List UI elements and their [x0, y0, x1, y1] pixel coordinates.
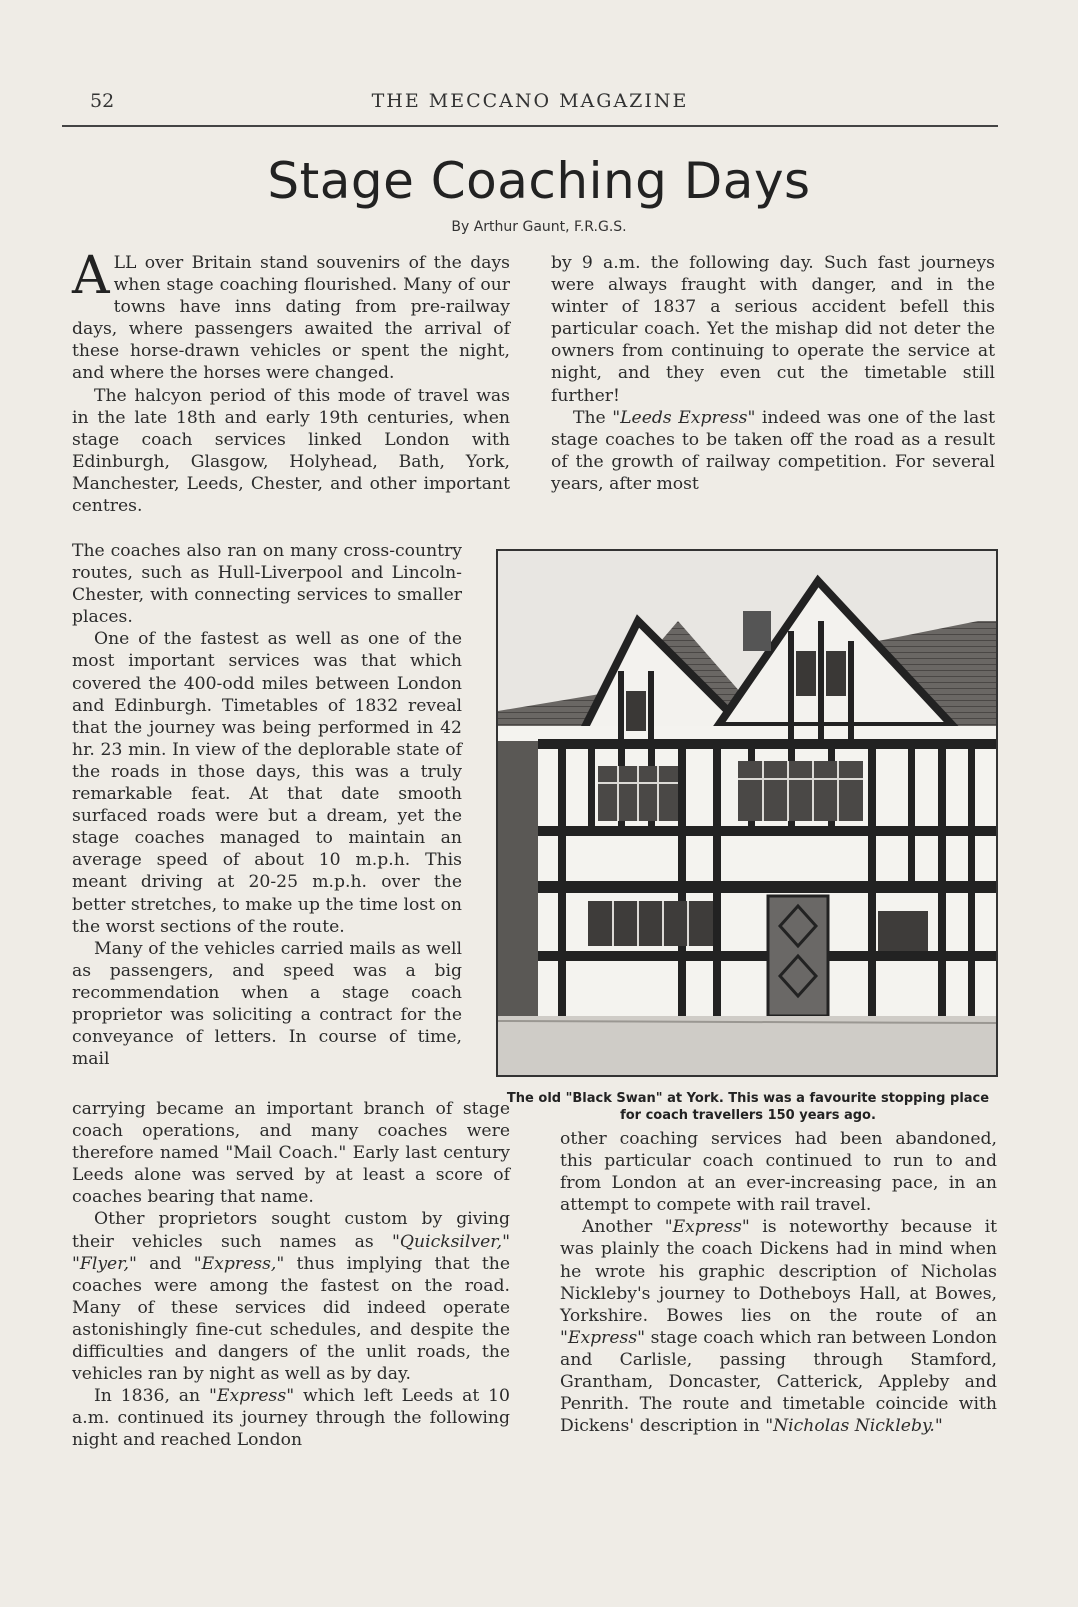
paragraph-4-cont: carrying became an important branch of stage coach operations, and many coaches were therefore named "Mail Coach." Early last century Leeds alone was served by at least a score of coaches bearing that name.: [72, 1099, 510, 1208]
paragraph-4: Many of the vehicles carried mails as well as passengers, and speed was a big recommendation when a stage coach proprietor was soliciting a contract for the conveyance of letters. In course of time, mail: [72, 938, 462, 1070]
column-left-top: [72, 246, 510, 517]
paragraph-7: The "Leeds Express" indeed was one of the last stage coaches to be taken off the road as a result of the growth of railway competition. For several years, after most: [551, 407, 996, 494]
paragraph-6: In 1836, an "Express" which left Leeds at 10 a.m. continued its journey through the following night and reached London: [72, 1386, 510, 1451]
paragraph-5: Other proprietors sought custom by giving their vehicles such names as "Quicksilver," "Flyer," and "Express," thus implying that the coaches were among the fastest on the road. Many of these services did indeed operate astonishingly fine-cut schedules, and despite the difficulties and dangers of the unlit roads, the vehicles ran by night as well as by day.: [72, 1209, 510, 1385]
paragraph-2: The halcyon period of this mode of travel was in the late 18th and early 19th centuries, when stage coach services linked London with Edinburgh, Glasgow, Holyhead, Bath, York, Manchester, Leeds, Chester, and other important centres.: [72, 385, 510, 517]
paragraph-2-cont: The coaches also ran on many cross-country routes, such as Hull-Liverpool and Lincoln-Chester, with connecting services to smaller places.: [72, 541, 462, 628]
column-left-bottom: [72, 1098, 510, 1452]
drop-cap: A: [72, 246, 110, 306]
column-right-top: [551, 252, 995, 495]
page-number: 52: [90, 90, 115, 112]
magazine-title: THE MECCANO MAGAZINE: [371, 90, 689, 112]
article-title: Stage Coaching Days: [267, 152, 811, 210]
paragraph-8: Another "Express" is noteworthy because it was plainly the coach Dickens had in mind when he wrote his graphic description of Nicholas Nickleby's journey to Dotheboys Hall, at Bowes, Yorkshire. Bowes lies on the route of an "Express" stage coach which ran between London and Carlisle, passing through Stamford, Grantham, Doncaster, Catterick, Appleby and Penrith. The route and timetable coincide with Dickens' description in "Nicholas Nickleby.": [560, 1217, 997, 1437]
page-header: [62, 90, 998, 120]
tudor-building-illustration: [498, 551, 996, 1075]
header-rule: [62, 125, 998, 127]
column-right-bottom: [560, 1128, 997, 1437]
paragraph-6-cont: by 9 a.m. the following day. Such fast journeys were always fraught with danger, and in the winter of 1837 a serious accident befell this particular coach. Yet the mishap did not deter the owners from continuing to operate the service at night, and they even cut the timetable still further!: [551, 253, 995, 406]
paragraph-1: ALL over Britain stand souvenirs of the days when stage coaching flourished. Many of our towns have inns dating from pre-railway days, where passengers awaited the arrival of these horse-drawn vehicles or spent the night, and where the horses were changed.: [72, 246, 510, 384]
article-byline: By Arthur Gaunt, F.R.G.S.: [451, 219, 627, 235]
photo-caption: The old "Black Swan" at York. This was a favourite stopping place for coach travellers 150 years ago.: [506, 1091, 990, 1123]
paragraph-7-cont: other coaching services had been abandoned, this particular coach continued to run to and from London at an ever-increasing pace, in an attempt to compete with rail travel.: [560, 1129, 997, 1216]
black-swan-photo: [496, 549, 998, 1077]
paragraph-3: One of the fastest as well as one of the most important services was that which covered the 400-odd miles between London and Edinburgh. Timetables of 1832 reveal that the journey was being performed in 42 hr. 23 min. In view of the deplorable state of the roads in those days, this was a truly remarkable feat. At that date smooth surfaced roads were but a dream, yet the stage coaches managed to maintain an average speed of about 10 m.p.h. This meant driving at 20-25 m.p.h. over the better stretches, to make up the time lost on the worst sections of the route.: [72, 629, 462, 937]
column-left-middle: [72, 540, 462, 1070]
